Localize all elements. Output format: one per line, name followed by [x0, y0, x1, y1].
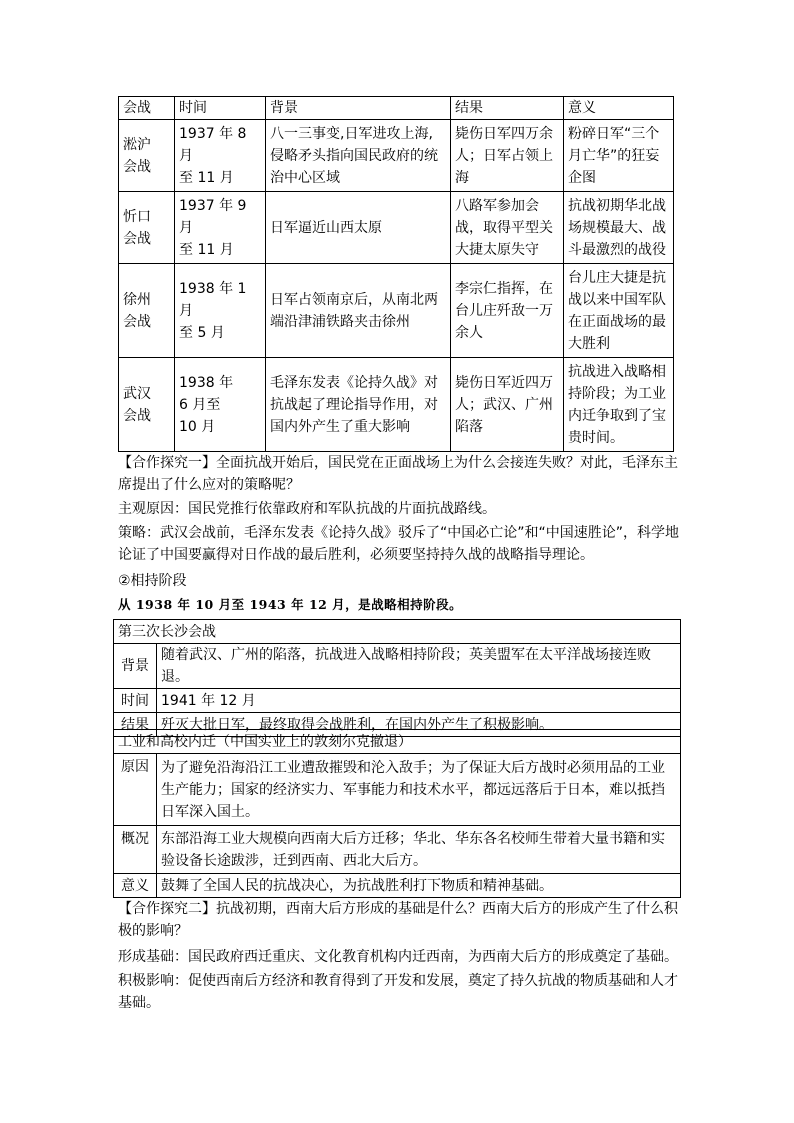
header-background: 背景	[266, 97, 451, 120]
inquiry2-question: 【合作探究二】抗战初期，西南大后方形成的基础是什么？西南大后方的形成产生了什么积极的影响？	[118, 901, 678, 939]
battle-time: 1937 年 8 月 至 11 月	[175, 120, 266, 192]
stage2-heading: ②相持阶段	[118, 573, 187, 589]
changsha-text: 随着武汉、广州的陷落，抗战进入战略相持阶段；英美盟军在太平洋战场接连败退。	[157, 644, 681, 689]
industry-title: 工业和高校内迁（中国实业上的敦刻尔克撤退）	[114, 730, 681, 754]
inquiry1-reason: 主观原因：国民党推行依靠政府和军队抗战的片面抗战路线。	[118, 501, 496, 517]
table-row	[114, 874, 681, 898]
industry-label: 概况	[114, 826, 157, 874]
battle-background: 毛泽东发表《论持久战》对抗战起了理论指导作用，对国内外产生了重大影响	[266, 358, 451, 452]
battle-meaning: 抗战初期华北战场规模最大、战斗最激烈的战役	[564, 192, 674, 264]
battle-time: 1937 年 9 月 至 11 月	[175, 192, 266, 264]
industry-label: 意义	[114, 874, 157, 898]
inquiry1-question: 【合作探究一】全面抗战开始后，国民党在正面战场上为什么会接连失败？对此，毛泽东主席提出了什么应对的策略呢？	[118, 455, 678, 493]
battle-background: 日军逼近山西太原	[266, 192, 451, 264]
industry-text: 为了避免沿海沿江工业遭敌摧毁和沦入敌手；为了保证大后方战时必须用品的工业生产能力；国家的经济实力、军事能力和技术水平，都远远落后于日本，难以抵挡日军深入国土。	[157, 754, 681, 826]
battle-name: 忻口 会战	[119, 192, 175, 264]
header-result: 结果	[451, 97, 564, 120]
battle-meaning: 抗战进入战略相持阶段；为工业内迁争取到了宝贵时间。	[564, 358, 674, 452]
changsha-text: 1941 年 12 月	[157, 689, 681, 713]
inquiry1-strategy: 策略：武汉会战前，毛泽东发表《论持久战》驳斥了“中国必亡论”和“中国速胜论”，科学地论证了中国要赢得对日作战的最后胜利，必须要坚持持久战的战略指导理论。	[118, 525, 680, 563]
header-time: 时间	[175, 97, 266, 120]
changsha-label: 背景	[114, 644, 157, 689]
battle-background: 日军占领南京后，从南北两端沿津浦铁路夹击徐州	[266, 264, 451, 358]
industry-table	[113, 729, 681, 898]
changsha-table	[113, 619, 681, 737]
battles-table	[118, 96, 674, 452]
changsha-label: 时间	[114, 689, 157, 713]
header-battle: 会战	[119, 97, 175, 120]
changsha-text: 歼灭大批日军，最终取得会战胜利，在国内外产生了积极影响。	[157, 713, 681, 737]
battle-result: 八路军参加会战，取得平型关大捷太原失守	[451, 192, 564, 264]
industry-text: 东部沿海工业大规模向西南大后方迁移；华北、华东各名校师生带着大量书籍和实验设备长途跋涉，迁到西南、西北大后方。	[157, 826, 681, 874]
battle-meaning: 粉碎日军“三个月亡华”的狂妄企图	[564, 120, 674, 192]
changsha-title: 第三次长沙会战	[114, 620, 681, 644]
inquiry2-impact: 积极影响：促使西南后方经济和教育得到了开发和发展，奠定了持久抗战的物质基础和人才基础。	[118, 973, 678, 1011]
table-row	[119, 264, 674, 358]
battle-meaning: 台儿庄大捷是抗战以来中国军队在正面战场的最大胜利	[564, 264, 674, 358]
table-row	[114, 620, 681, 644]
battle-result: 毙伤日军近四万人；武汉、广州陷落	[451, 358, 564, 452]
battle-result: 李宗仁指挥，在台儿庄歼敌一万余人	[451, 264, 564, 358]
table-row	[114, 689, 681, 713]
table-row	[114, 644, 681, 689]
inquiry2-basis: 形成基础：国民政府西迁重庆、文化教育机构内迁西南，为西南大后方的形成奠定了基础。	[118, 949, 678, 965]
battle-time: 1938 年 6 月至 10 月	[175, 358, 266, 452]
industry-label: 原因	[114, 754, 157, 826]
table-row	[119, 358, 674, 452]
battle-name: 武汉 会战	[119, 358, 175, 452]
stage2-period: 从 1938 年 10 月至 1943 年 12 月，是战略相持阶段。	[118, 597, 463, 612]
battle-result: 毙伤日军四万余人；日军占领上海	[451, 120, 564, 192]
table-row	[119, 192, 674, 264]
battle-name: 徐州 会战	[119, 264, 175, 358]
table-header-row	[119, 97, 674, 120]
battle-time: 1938 年 1 月 至 5 月	[175, 264, 266, 358]
table-row	[114, 754, 681, 826]
battle-background: 八一三事变,日军进攻上海,侵略矛头指向国民政府的统治中心区域	[266, 120, 451, 192]
table-row	[114, 826, 681, 874]
industry-text: 鼓舞了全国人民的抗战决心，为抗战胜利打下物质和精神基础。	[157, 874, 681, 898]
table-row	[119, 120, 674, 192]
table-row	[114, 730, 681, 754]
header-meaning: 意义	[564, 97, 674, 120]
battle-name: 淞沪 会战	[119, 120, 175, 192]
changsha-label: 结果	[114, 713, 157, 737]
